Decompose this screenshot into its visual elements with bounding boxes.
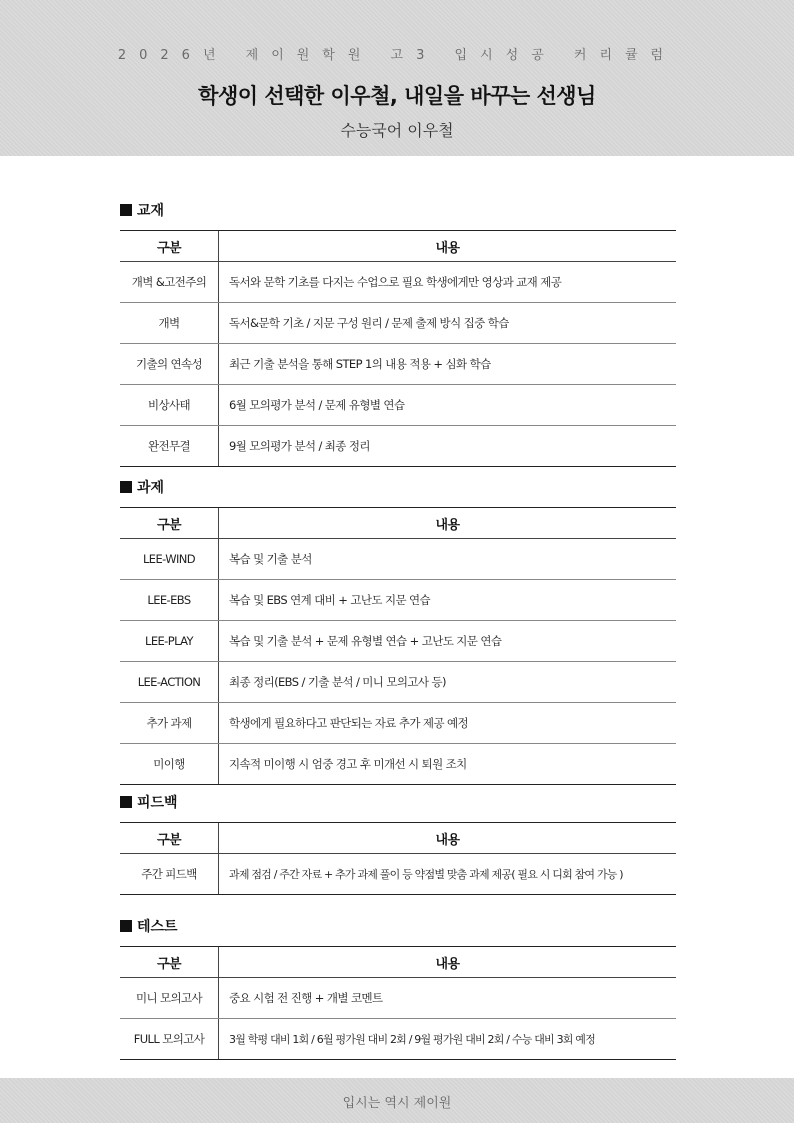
- section-title-text: 피드백: [137, 795, 178, 811]
- table-row: [120, 621, 676, 662]
- section-title: [120, 477, 676, 497]
- row-category: 개벽 &고전주의: [120, 262, 219, 303]
- textbook-table: [120, 230, 676, 467]
- row-category: FULL 모의고사: [120, 1019, 219, 1060]
- square-bullet-icon: [120, 204, 132, 216]
- column-header-content: 내용: [219, 823, 677, 854]
- column-header-content: 내용: [219, 231, 677, 262]
- section-assignment: [120, 477, 676, 785]
- page-subtitle: 수능국어 이우철: [340, 121, 454, 140]
- curriculum-label: 2026년 제이원학원 고3 입시성공 커리큘럼: [117, 48, 677, 63]
- section-test: [120, 916, 676, 1060]
- column-header-category: 구분: [120, 823, 219, 854]
- section-title: [120, 792, 676, 812]
- section-title-text: 테스트: [137, 919, 178, 935]
- table-header-row: [120, 823, 676, 854]
- row-category: 완전무결: [120, 426, 219, 467]
- row-content: 중요 시험 전 진행 + 개별 코멘트: [219, 978, 677, 1019]
- table-header-row: [120, 508, 676, 539]
- table-row: [120, 854, 676, 895]
- row-category: LEE-ACTION: [120, 662, 219, 703]
- row-content: 독서와 문학 기초를 다지는 수업으로 필요 학생에게만 영상과 교재 제공: [219, 262, 677, 303]
- table-row: [120, 344, 676, 385]
- table-row: [120, 262, 676, 303]
- square-bullet-icon: [120, 796, 132, 808]
- column-header-content: 내용: [219, 508, 677, 539]
- row-content: 과제 점검 / 주간 자료 + 추가 과제 풀이 등 약점별 맞춤 과제 제공( 필요 시 디회 참여 가능 ): [219, 854, 677, 895]
- row-content: 독서&문학 기초 / 지문 구성 원리 / 문제 출제 방식 집중 학습: [219, 303, 677, 344]
- row-content: 최종 정리(EBS / 기출 분석 / 미니 모의고사 등): [219, 662, 677, 703]
- section-title-text: 교재: [137, 203, 165, 219]
- section-textbook: [120, 200, 676, 467]
- table-header-row: [120, 947, 676, 978]
- row-content: 복습 및 EBS 연계 대비 + 고난도 지문 연습: [219, 580, 677, 621]
- table-row: [120, 1019, 676, 1060]
- section-title: [120, 200, 676, 220]
- table-row: [120, 539, 676, 580]
- row-content: 최근 기출 분석을 통해 STEP 1의 내용 적용 + 심화 학습: [219, 344, 677, 385]
- row-category: 기출의 연속성: [120, 344, 219, 385]
- section-feedback: [120, 792, 676, 895]
- row-category: 비상사태: [120, 385, 219, 426]
- section-title: [120, 916, 676, 936]
- column-header-category: 구분: [120, 508, 219, 539]
- table-row: [120, 703, 676, 744]
- row-content: 6월 모의평가 분석 / 문제 유형별 연습: [219, 385, 677, 426]
- row-content: 복습 및 기출 분석: [219, 539, 677, 580]
- table-row: [120, 385, 676, 426]
- row-category: LEE-EBS: [120, 580, 219, 621]
- column-header-category: 구분: [120, 231, 219, 262]
- table-row: [120, 662, 676, 703]
- footer-slogan: 입시는 역시 제이원: [342, 1096, 452, 1111]
- section-title-text: 과제: [137, 480, 165, 496]
- feedback-table: [120, 822, 676, 895]
- table-row: [120, 426, 676, 467]
- row-category: 미이행: [120, 744, 219, 785]
- row-category: 주간 피드백: [120, 854, 219, 895]
- row-category: LEE-WIND: [120, 539, 219, 580]
- footer-banner: [0, 1078, 794, 1123]
- row-content: 복습 및 기출 분석 + 문제 유형별 연습 + 고난도 지문 연습: [219, 621, 677, 662]
- row-content: 학생에게 필요하다고 판단되는 자료 추가 제공 예정: [219, 703, 677, 744]
- table-row: [120, 303, 676, 344]
- row-category: LEE-PLAY: [120, 621, 219, 662]
- row-category: 미니 모의고사: [120, 978, 219, 1019]
- row-category: 개벽: [120, 303, 219, 344]
- row-category: 추가 과제: [120, 703, 219, 744]
- row-content: 지속적 미이행 시 엄중 경고 후 미개선 시 퇴원 조치: [219, 744, 677, 785]
- assignment-table: [120, 507, 676, 785]
- row-content: 3월 학평 대비 1회 / 6월 평가원 대비 2회 / 9월 평가원 대비 2회 / 수능 대비 3회 예정: [219, 1019, 677, 1060]
- square-bullet-icon: [120, 920, 132, 932]
- page-title: 학생이 선택한 이우철, 내일을 바꾸는 선생님: [198, 84, 596, 108]
- header-banner: [0, 0, 794, 156]
- test-table: [120, 946, 676, 1060]
- column-header-category: 구분: [120, 947, 219, 978]
- square-bullet-icon: [120, 481, 132, 493]
- column-header-content: 내용: [219, 947, 677, 978]
- row-content: 9월 모의평가 분석 / 최종 정리: [219, 426, 677, 467]
- table-row: [120, 580, 676, 621]
- table-row: [120, 978, 676, 1019]
- table-row: [120, 744, 676, 785]
- table-header-row: [120, 231, 676, 262]
